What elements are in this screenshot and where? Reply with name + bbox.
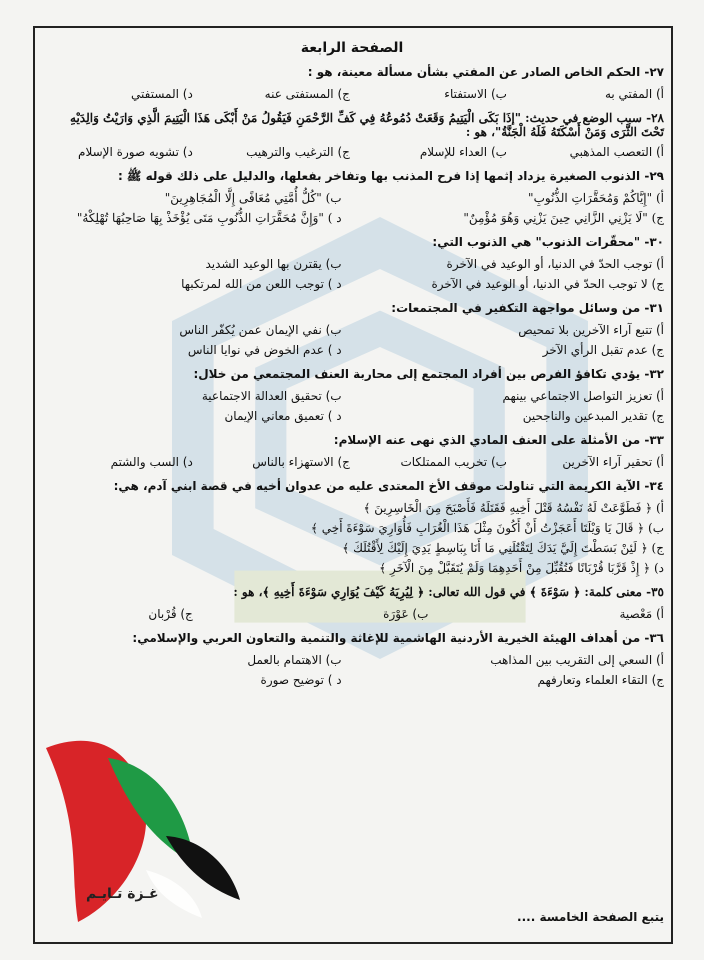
option-d[interactable]: د) تشويه صورة الإسلام (78, 144, 193, 159)
option-c[interactable]: ج) الترغيب والترهيب (246, 144, 350, 159)
question-text: ٣١- من وسائل مواجهة التكفير في المجتمعات: (391, 300, 664, 315)
options (44, 388, 664, 428)
next-page-footer: يتبع الصفحة الخامسة .... (517, 910, 664, 924)
option-c[interactable]: ج) التقاء العلماء وتعارفهم (537, 672, 664, 687)
question-text: ٣٢- يؤدي تكافؤ الفرص بين أفراد المجتمع إلى محاربة العنف المجتمعي من خلال: (193, 366, 664, 381)
option-c[interactable]: ج) لا توجب الحدّ في الدنيا، أو الوعيد في الآخرة (431, 276, 664, 291)
option-c[interactable]: ج) "لَا يَزْنِي الزَّانِي حِينَ يَزْنِي وَهُوَ مُؤْمِنٌ" (463, 210, 664, 225)
question-32 (44, 368, 664, 428)
option-a[interactable]: أ) المفتي به (604, 87, 664, 101)
option-c[interactable]: ج) عدم تقبل الرأي الآخر (542, 342, 664, 357)
question-text: ٢٧- الحكم الخاص الصادر عن المفتي بشأن مسألة معينة، هو : (307, 65, 664, 79)
question-29 (44, 170, 664, 230)
option-b[interactable]: ب) الاهتمام بالعمل (247, 652, 342, 667)
option-c[interactable]: ج) ﴿ لَئِنْ بَسَطْتَ إِلَيَّ يَدَكَ لِتَقْتُلَنِي مَا أَنَا بِبَاسِطٍ يَدِيَ إِلَيْكَ لِأَقْتُلَكَ ﴾ (342, 540, 664, 555)
option-b[interactable]: ب) "كُلُّ أُمَّتِي مُعَافًى إِلَّا الْمُجَاهِرِينَ" (164, 190, 342, 205)
option-a[interactable]: أ) ﴿ فَطَوَّعَتْ لَهُ نَفْسُهُ قَتْلَ أَخِيهِ فَقَتَلَهُ فَأَصْبَحَ مِنَ الْخَاسِرِينَ ﴾ (363, 500, 664, 515)
question-text: ٣٤- الآية الكريمة التي تناولت موقف الأخ المعتدى عليه من عدوان أخيه في قصة ابني آدم، هي: (113, 478, 664, 493)
option-a[interactable]: أ) "إِيَّاكُمْ وَمُحَقَّرَاتِ الذُّنُوبِ" (528, 190, 664, 205)
option-a[interactable]: أ) توجب الحدّ في الدنيا، أو الوعيد في الآخرة (446, 256, 664, 271)
question-36 (44, 632, 664, 692)
option-d[interactable]: د) المستفتي (131, 87, 193, 101)
options (44, 652, 664, 692)
question-text: ٣٦- من أهداف الهيئة الخيرية الأردنية الهاشمية للإغاثة والتنمية والتعاون العربي والإسلامي: (132, 630, 664, 645)
option-c[interactable]: ج) قُرْبان (148, 606, 193, 621)
question-text: ٣٠- "محقّرات الذنوب" هي الذنوب التي: (432, 234, 664, 249)
question-34 (44, 480, 664, 580)
options (44, 144, 664, 164)
option-b[interactable]: ب) العداء للإسلام (419, 144, 507, 159)
question-text: ٢٨- سبب الوضع في حديث: "إذَا بَكَى الْيَتِيمُ وَقَعَتْ دُمُوعُهُ فِي كَفِّ الرَّحْمَنِ فَيَقُولُ مَنْ أَبْكَى هَذَا الْيَتِيمَ الَّذِي وَارَيْتُ وَالِدَيْهِ تَحْتَ الثَّرَى وَمَنْ أَسْكَتَهُ فَلَهُ الْجَنَّةُ"، هو : (70, 111, 664, 139)
option-b[interactable]: ب) ﴿ قَالَ يَا وَيْلَتَا أَعَجَزْتُ أَنْ أَكُونَ مِثْلَ هَذَا الْغُرَابِ فَأُوَارِيَ سَوْءَةَ أَخِي ﴾ (310, 520, 664, 535)
question-33 (44, 434, 664, 474)
option-d[interactable]: د ) توضيح صورة (260, 672, 342, 687)
option-d[interactable]: د) ﴿ إِذْ قَرَّبَا قُرْبَانًا فَتُقُبِّلَ مِنْ أَحَدِهِمَا وَلَمْ يُتَقَبَّلْ مِنَ الْآخَرِ ﴾ (379, 560, 664, 575)
option-c[interactable]: ج) تقدير المبدعين والناجحين (522, 408, 664, 423)
questions-list (44, 66, 664, 698)
option-b[interactable]: ب) تخريب الممتلكات (400, 454, 507, 469)
options (44, 454, 664, 474)
options (44, 190, 664, 230)
option-d[interactable]: د ) "وَإِنَّ مُحَقَّرَاتِ الذُّنُوبِ مَتَى يُؤْخَذْ بِهَا صَاحِبُهَا تُهْلِكْهُ" (76, 210, 342, 225)
options (44, 500, 664, 580)
option-d[interactable]: د ) توجب اللعن من الله لمرتكبها (181, 276, 342, 291)
options (44, 322, 664, 362)
question-31 (44, 302, 664, 362)
option-d[interactable]: د ) عدم الخوض في نوايا الناس (187, 342, 342, 357)
option-a[interactable]: أ) السعي إلى التقريب بين المذاهب (490, 652, 664, 667)
option-c[interactable]: ج) الاستهزاء بالناس (252, 454, 350, 469)
option-d[interactable]: د) السب والشتم (110, 454, 193, 469)
question-28 (44, 112, 664, 164)
options (44, 86, 664, 106)
option-b[interactable]: ب) نفي الإيمان عمن يُكفّر الناس (179, 322, 342, 337)
option-d[interactable]: د ) تعميق معاني الإيمان (224, 408, 342, 423)
option-b[interactable]: ب) يقترن بها الوعيد الشديد (205, 256, 342, 271)
option-b[interactable]: ب) تحقيق العدالة الاجتماعية (201, 388, 342, 403)
page-title: الصفحة الرابعة (300, 40, 404, 56)
question-35 (44, 586, 664, 626)
question-27 (44, 66, 664, 106)
option-a[interactable]: أ) مَعْصية (619, 606, 664, 621)
option-b[interactable]: ب) عَوْرَة (383, 606, 429, 621)
option-a[interactable]: أ) تعزيز التواصل الاجتماعي بينهم (502, 388, 664, 403)
options (44, 256, 664, 296)
option-c[interactable]: ج) المستفتى عنه (264, 87, 350, 101)
options (44, 606, 664, 626)
option-a[interactable]: أ) التعصب المذهبي (569, 144, 664, 159)
question-text: ٣٥- معنى كلمة: ﴿ سَوْءَةَ ﴾ في قول الله تعالى: ﴿ لِيُرِيَهُ كَيْفَ يُوَارِي سَوْءَةَ أَخِيهِ ﴾، هو : (233, 584, 664, 599)
option-a[interactable]: أ) تتبع آراء الآخرين بلا تمحيص (518, 322, 664, 337)
question-30 (44, 236, 664, 296)
question-text: ٢٩- الذنوب الصغيرة يزداد إثمها إذا فرح المذنب بها وتفاخر بفعلها، والدليل على ذلك قوله ﷺ : (117, 168, 664, 183)
logo-text: غـزة تـايـم (86, 886, 159, 902)
option-a[interactable]: أ) تحقير آراء الآخرين (562, 454, 664, 469)
question-text: ٣٣- من الأمثلة على العنف المادي الذي نهى عنه الإسلام: (333, 432, 664, 447)
option-b[interactable]: ب) الاستفتاء (444, 87, 507, 101)
